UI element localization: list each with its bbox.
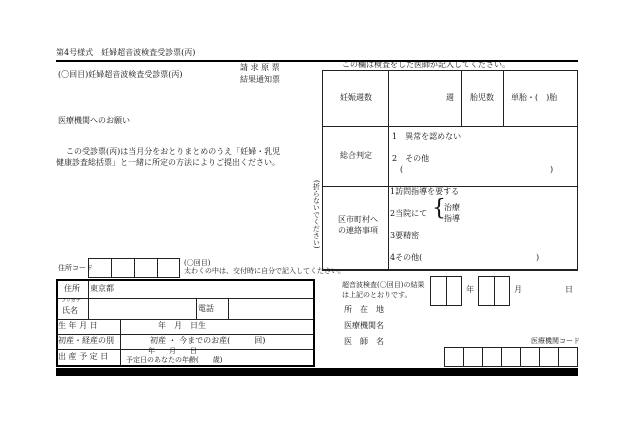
result-text-line2: は上記のとおりです。 <box>342 291 412 299</box>
parity-value[interactable]: 初産 ・ 今までのお産( 回) <box>150 336 266 345</box>
left-form-title: (〇回目)妊婦超音波検査受診票(丙) <box>58 70 183 79</box>
to-institution-heading: 医療機関へのお願い <box>58 116 130 125</box>
check-note-instruction: 太わくの中は、交付時に自分で記入してください。 <box>184 267 345 275</box>
address-code-boxes[interactable] <box>88 258 180 278</box>
due-age[interactable]: 予定日のあなたの年齢( 歳) <box>126 356 223 364</box>
contact-option-guidance[interactable]: 指導 <box>444 214 460 223</box>
phone-label: 電話 <box>198 304 214 313</box>
dob-label: 生 年 月 日 <box>58 321 98 330</box>
bottom-band <box>56 368 578 376</box>
contact-option-other[interactable]: 4その他( <box>390 253 423 262</box>
fold-note: (折らないでください) <box>312 180 321 249</box>
address-code-label: 住所コード <box>58 264 93 272</box>
address-value[interactable]: 東京都 <box>90 284 114 293</box>
year-label: 年 <box>466 285 474 294</box>
judgement-option-other[interactable]: 2 その他 <box>392 154 430 163</box>
result-separator <box>322 270 578 271</box>
judgement-label: 総合判定 <box>340 151 372 160</box>
institution-name-label: 医療機関名 <box>344 321 384 330</box>
month-label: 月 <box>514 285 522 294</box>
contact-other-close: ) <box>536 253 540 262</box>
weeks-unit[interactable]: 週 <box>446 93 454 102</box>
contact-option-visit[interactable]: 1訪問指導を要する <box>390 187 460 196</box>
judgement-paren-open: ( <box>400 165 404 174</box>
contact-option-detailed[interactable]: 3要精密 <box>390 231 420 240</box>
dob-units[interactable]: 年 月 日生 <box>158 321 206 330</box>
judgement-option-normal[interactable]: 1 異常を認めない <box>392 132 462 141</box>
institution-code-boxes[interactable] <box>444 347 578 367</box>
form-header-title: 第4号様式 妊婦超音波検査受診票(丙) <box>56 48 196 57</box>
year-input-boxes[interactable] <box>430 276 462 306</box>
due-date-label: 出 産 予 定 日 <box>58 352 109 361</box>
judgement-paren-close: ) <box>550 165 554 174</box>
day-label: 日 <box>565 285 573 294</box>
doctor-note: この欄は検査をした医師が記入してください。 <box>342 60 510 69</box>
request-text-line2: 健康診査総括票」と一緒に所定の方法によりご提出ください。 <box>56 158 280 167</box>
name-label: 氏名 <box>62 306 78 315</box>
parity-label: 初産・経産の別 <box>58 336 114 345</box>
doctor-name-label: 医 師 名 <box>344 337 384 346</box>
contact-label-line2: の連絡事項 <box>338 226 378 235</box>
doc-type-result: 結果通知票 <box>240 75 280 84</box>
result-text-line1: 超音波検査(〇回目)の結果 <box>342 281 425 289</box>
fetus-label: 胎児数 <box>470 93 494 102</box>
fetus-value[interactable]: 単胎・( )胎 <box>511 93 558 102</box>
furigana-label: フリガナ <box>61 298 81 304</box>
address-label: 住所 <box>64 284 80 293</box>
request-text-line1: この受診票(丙)は当月分をおとりまとめのうえ「妊婦・乳児 <box>66 147 281 156</box>
due-date-units[interactable]: 年 月 日 <box>148 347 197 355</box>
weeks-label: 妊娠週数 <box>340 93 372 102</box>
contact-label-line1: 区市町村へ <box>338 215 378 224</box>
doc-type-claim: 請 求 原 票 <box>240 63 280 72</box>
contact-option-treatment[interactable]: 治療 <box>444 203 460 212</box>
contact-option-clinic[interactable]: 2当院にて <box>390 209 428 218</box>
brace-icon: { <box>432 196 446 221</box>
location-label: 所 在 地 <box>344 305 384 314</box>
check-note-count: (〇回目) <box>184 259 211 267</box>
institution-code-label: 医療機関コード <box>531 337 580 345</box>
month-input-boxes[interactable] <box>478 276 510 306</box>
